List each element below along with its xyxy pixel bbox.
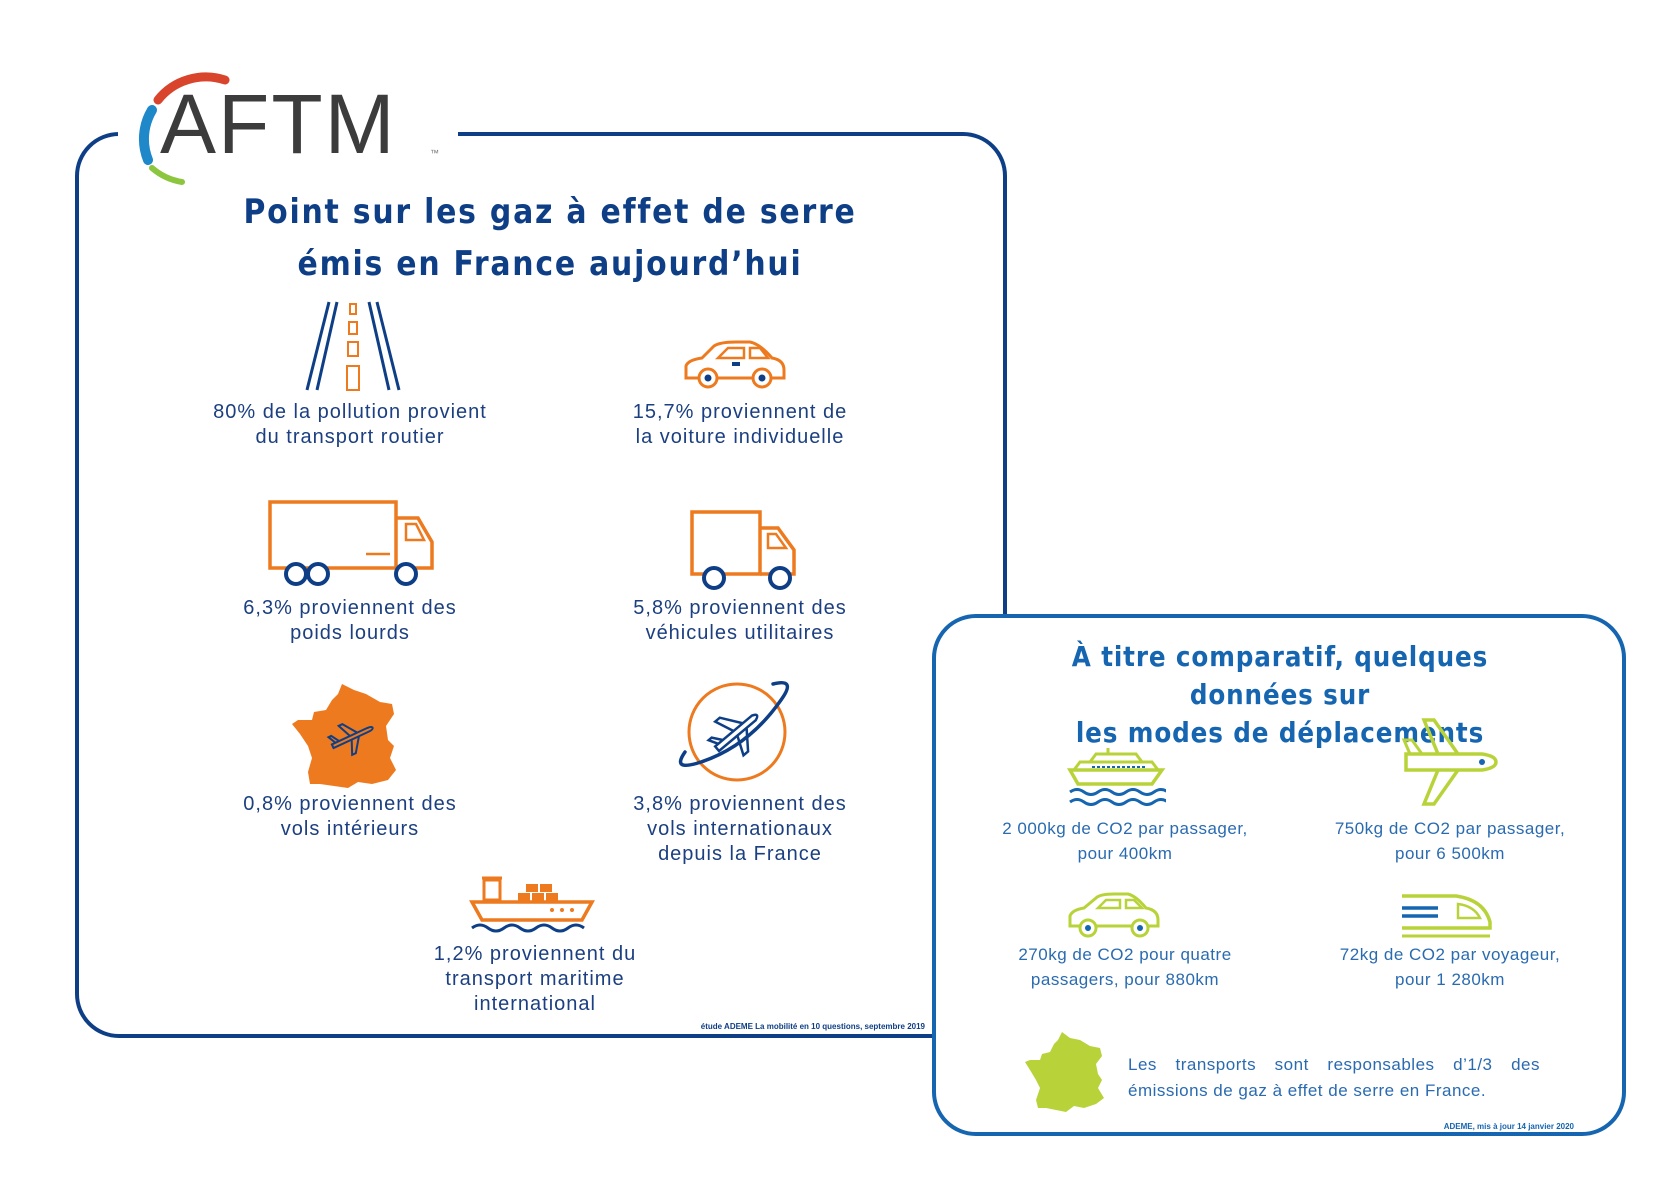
van-icon [688, 508, 800, 592]
caption-line: du transport routier [255, 426, 445, 448]
caption-line: 1,2% proviennent du [433, 943, 637, 965]
item-car-caption [975, 942, 1275, 992]
caption-line: 15,7% proviennent de [632, 401, 848, 423]
note-line: émissions de gaz à effet de serre en France. [1128, 1081, 1487, 1100]
globe-plane-icon [675, 670, 800, 788]
caption-line: pour 6 500km [1395, 844, 1505, 863]
caption-line: passagers, pour 880km [1030, 970, 1220, 989]
item-international-caption [570, 792, 910, 867]
item-airplane-caption [1300, 816, 1600, 866]
item-car-caption [570, 400, 910, 450]
caption-line: 3,8% proviennent des [633, 793, 847, 815]
car-icon [680, 340, 790, 392]
caption-line: véhicules utilitaires [645, 622, 835, 644]
comparison-source: ADEME, mis à jour 14 janvier 2020 [1443, 1122, 1574, 1131]
item-maritime-caption [365, 942, 705, 1017]
caption-line: depuis la France [658, 843, 822, 865]
main-title [242, 186, 858, 290]
comparison-note [1128, 1052, 1540, 1104]
airplane-icon [1400, 716, 1500, 808]
caption-line: pour 1 280km [1395, 970, 1505, 989]
ferry-icon [1066, 744, 1166, 806]
france-map-icon [1024, 1030, 1110, 1114]
caption-line: poids lourds [290, 622, 410, 644]
caption-line: 5,8% proviennent des [633, 597, 847, 619]
caption-line: 72kg de CO2 par voyageur, [1339, 945, 1561, 964]
item-truck-caption [180, 596, 520, 646]
caption-line: pour 400km [1077, 844, 1173, 863]
item-train-caption [1300, 942, 1600, 992]
note-line: Les transports sont responsables d’1/3 des [1128, 1055, 1540, 1074]
caption-line: 270kg de CO2 pour quatre [1018, 945, 1232, 964]
car-icon [1064, 892, 1164, 940]
caption-line: la voiture individuelle [635, 426, 845, 448]
road-icon [303, 300, 403, 392]
main-source: étude ADEME La mobilité en 10 questions, septembre 2019 [700, 1022, 925, 1031]
caption-line: 0,8% proviennent des [243, 793, 457, 815]
caption-line: 80% de la pollution provient [213, 401, 487, 423]
caption-line: 2 000kg de CO2 par passager, [1002, 819, 1248, 838]
comparison-title-line1: À titre comparatif, quelques données sur [1071, 640, 1489, 711]
caption-line: international [474, 993, 596, 1015]
france-plane-icon [290, 680, 410, 792]
item-van-caption [570, 596, 910, 646]
train-icon [1398, 886, 1494, 940]
logo-trademark: ™ [430, 148, 439, 158]
caption-line: vols intérieurs [280, 818, 420, 840]
logo-text: AFTM [160, 77, 397, 171]
caption-line: vols internationaux [647, 818, 833, 840]
ship-icon [468, 874, 596, 934]
caption-line: transport maritime [445, 968, 625, 990]
caption-line: 6,3% proviennent des [243, 597, 457, 619]
item-ferry-caption [975, 816, 1275, 866]
item-road-caption [180, 400, 520, 450]
comparison-title-line2: les modes de déplacements [1075, 716, 1485, 749]
item-domestic-caption [180, 792, 520, 842]
main-title-line1: Point sur les gaz à effet de serre [243, 192, 857, 232]
truck-icon [266, 498, 438, 590]
main-title-line2: émis en France aujourd’hui [297, 244, 803, 284]
caption-line: 750kg de CO2 par passager, [1334, 819, 1566, 838]
